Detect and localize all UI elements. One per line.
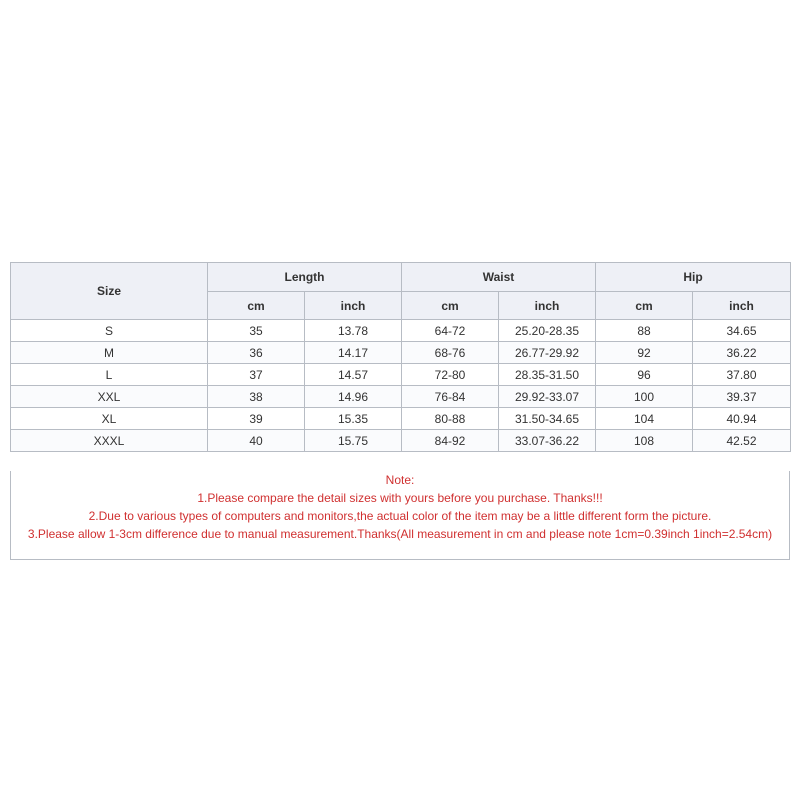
table-cell: 39 bbox=[208, 408, 305, 430]
table-cell: 39.37 bbox=[693, 386, 791, 408]
table-cell: 92 bbox=[596, 342, 693, 364]
note-line: 1.Please compare the detail sizes with yours before you purchase. Thanks!!! bbox=[197, 491, 603, 505]
table-row bbox=[11, 408, 791, 430]
unit-header: inch bbox=[499, 292, 596, 320]
table-cell: 42.52 bbox=[693, 430, 791, 452]
table-row bbox=[11, 430, 791, 452]
table-cell: 14.17 bbox=[305, 342, 402, 364]
note-box bbox=[10, 471, 790, 560]
length-header: Length bbox=[208, 263, 402, 292]
table-row bbox=[11, 386, 791, 408]
table-cell: 28.35-31.50 bbox=[499, 364, 596, 386]
table-cell: 38 bbox=[208, 386, 305, 408]
unit-header: inch bbox=[693, 292, 791, 320]
table-row bbox=[11, 342, 791, 364]
size-cell: XL bbox=[11, 408, 208, 430]
table-cell: 76-84 bbox=[402, 386, 499, 408]
size-cell: M bbox=[11, 342, 208, 364]
table-cell: 36.22 bbox=[693, 342, 791, 364]
table-cell: 104 bbox=[596, 408, 693, 430]
table-cell: 26.77-29.92 bbox=[499, 342, 596, 364]
table-cell: 13.78 bbox=[305, 320, 402, 342]
unit-header: cm bbox=[402, 292, 499, 320]
table-cell: 100 bbox=[596, 386, 693, 408]
table-cell: 80-88 bbox=[402, 408, 499, 430]
table-cell: 64-72 bbox=[402, 320, 499, 342]
table-cell: 14.57 bbox=[305, 364, 402, 386]
table-cell: 40 bbox=[208, 430, 305, 452]
table-cell: 15.75 bbox=[305, 430, 402, 452]
note-title: Note: bbox=[385, 473, 415, 487]
note-line: 3.Please allow 1-3cm difference due to manual measurement.Thanks(All measurement in cm and please note 1cm=0.39inch 1inch=2.54cm) bbox=[27, 527, 773, 541]
unit-header: inch bbox=[305, 292, 402, 320]
table-cell: 37.80 bbox=[693, 364, 791, 386]
table-cell: 68-76 bbox=[402, 342, 499, 364]
table-cell: 84-92 bbox=[402, 430, 499, 452]
size-cell: XXXL bbox=[11, 430, 208, 452]
unit-header: cm bbox=[596, 292, 693, 320]
unit-header: cm bbox=[208, 292, 305, 320]
table-cell: 35 bbox=[208, 320, 305, 342]
size-cell: L bbox=[11, 364, 208, 386]
size-cell: XXL bbox=[11, 386, 208, 408]
table-cell: 25.20-28.35 bbox=[499, 320, 596, 342]
table-cell: 15.35 bbox=[305, 408, 402, 430]
table-cell: 29.92-33.07 bbox=[499, 386, 596, 408]
note-line: 2.Due to various types of computers and monitors,the actual color of the item may be a little different form the picture. bbox=[88, 509, 712, 523]
table-row bbox=[11, 364, 791, 386]
size-chart bbox=[10, 262, 790, 560]
hip-header: Hip bbox=[596, 263, 791, 292]
table-cell: 40.94 bbox=[693, 408, 791, 430]
table-cell: 36 bbox=[208, 342, 305, 364]
table-cell: 108 bbox=[596, 430, 693, 452]
table-cell: 72-80 bbox=[402, 364, 499, 386]
header-group-row bbox=[11, 263, 791, 292]
size-table bbox=[10, 262, 791, 452]
table-cell: 88 bbox=[596, 320, 693, 342]
table-cell: 33.07-36.22 bbox=[499, 430, 596, 452]
table-cell: 96 bbox=[596, 364, 693, 386]
table-cell: 31.50-34.65 bbox=[499, 408, 596, 430]
waist-header: Waist bbox=[402, 263, 596, 292]
size-header: Size bbox=[11, 263, 208, 320]
table-row bbox=[11, 320, 791, 342]
table-cell: 37 bbox=[208, 364, 305, 386]
table-cell: 34.65 bbox=[693, 320, 791, 342]
table-cell: 14.96 bbox=[305, 386, 402, 408]
size-cell: S bbox=[11, 320, 208, 342]
